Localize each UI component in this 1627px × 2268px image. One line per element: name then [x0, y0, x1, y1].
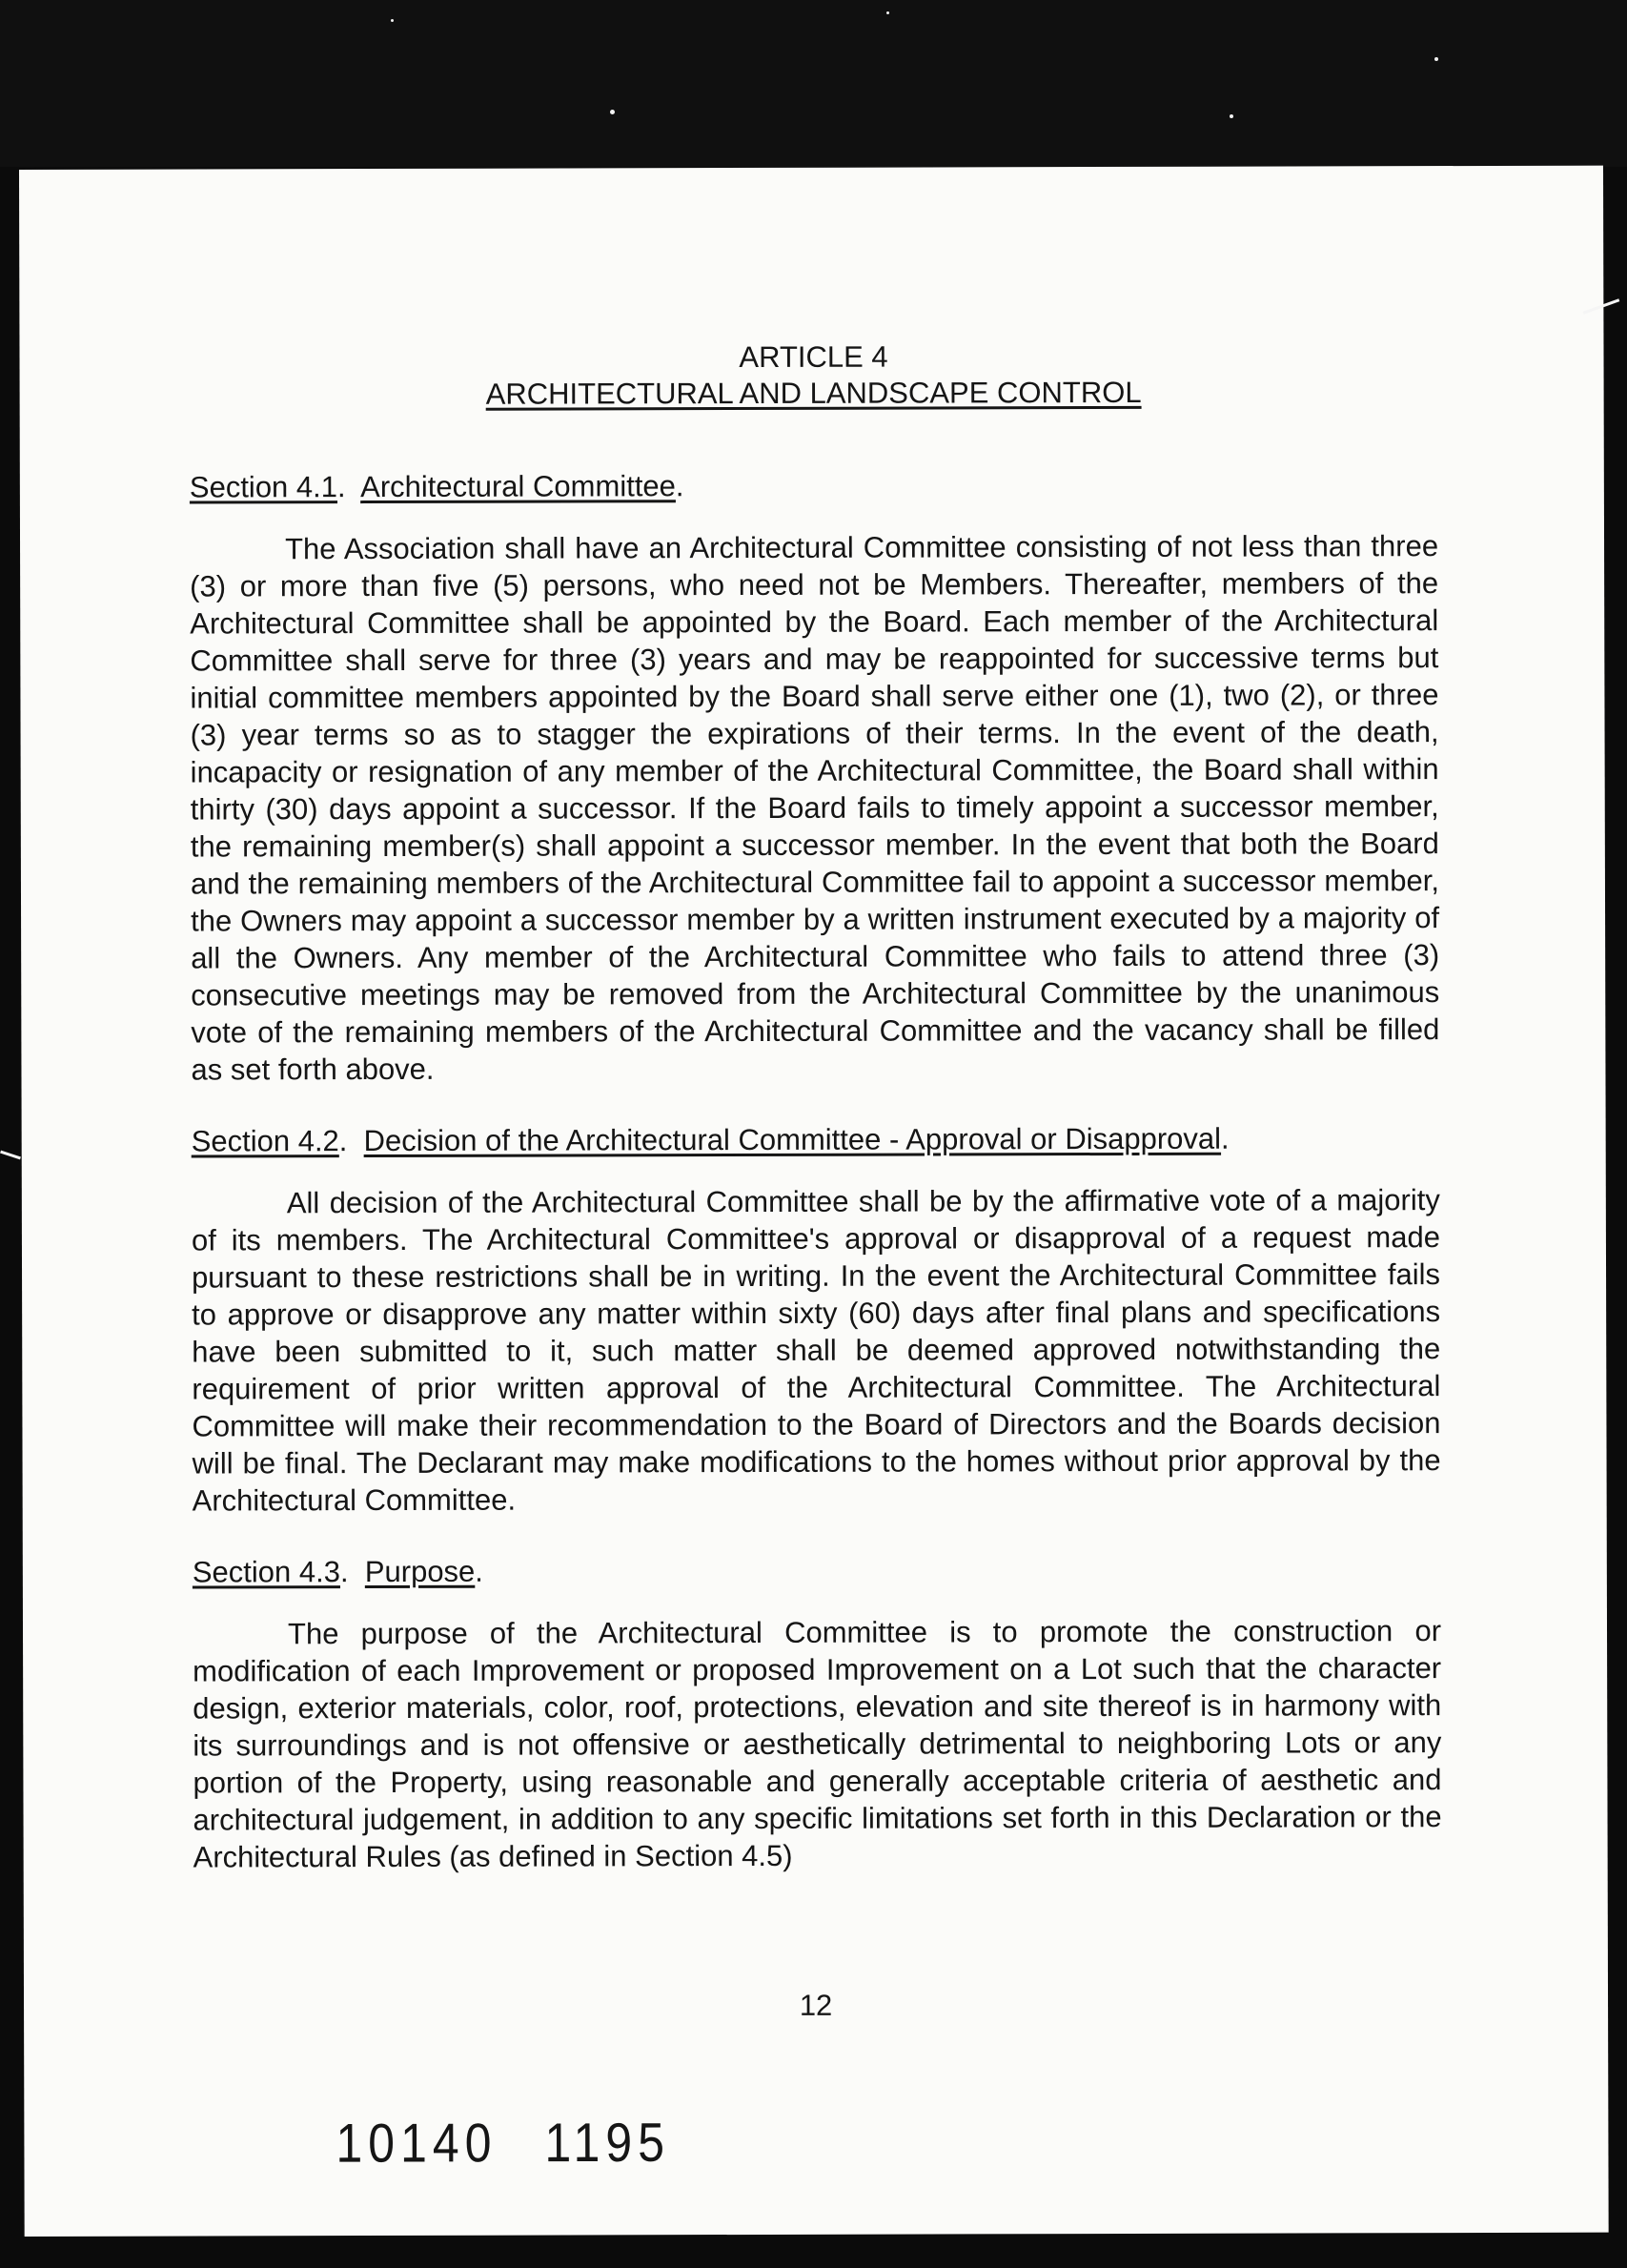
- section-heading: Section 4.2. Decision of the Architectural Committee - Approval or Disapproval.: [191, 1121, 1230, 1158]
- scan-speck: [886, 11, 889, 14]
- page-number: 12: [799, 1988, 833, 2022]
- section-label: Section 4.3: [192, 1555, 341, 1589]
- document-stamp: [336, 2111, 670, 2176]
- section-label: Section 4.2: [191, 1124, 339, 1158]
- section-body: The purpose of the Architectural Committee is to promote the construction or modification of each Improvement or proposed Improvement on a Lot such that the character design, exterior materials, color, roof, protections, elevation and site thereof is in harmony with its surroundings and is not offensive or aesthetically detrimental to neighboring Lots or any portion of the Property, using reasonable and generally acceptable criteria of aesthetic and architectural judgement, in addition to any specific limitations set forth in this Declaration or the Architectural Rules (as defined in Section 4.5): [193, 1614, 1442, 1874]
- article-number: ARTICLE 4: [739, 339, 888, 375]
- article-title: [190, 374, 1438, 413]
- section-label: Section 4.1: [189, 470, 338, 504]
- scan-speck: [1434, 57, 1438, 61]
- section-body: All decision of the Architectural Committee shall be by the affirmative vote of a majority of its members. The Architectural Committee's approval or disapproval of a request made pursuant to these restrictions shall be in writing. In the event the Architectural Committee fails to approve or disapprove any matter within sixty (60) days after final plans and specifications have been submitted to it, such matter shall be deemed approved notwithstanding the requirement of prior written approval of the Architectural Committee. The Architectural Committee will make their recommendation to the Board of Directors and the Boards decision will be final. The Declarant may make modifications to the homes without prior approval by the Architectural Committee.: [191, 1183, 1441, 1518]
- section-title: Architectural Committee: [360, 469, 676, 504]
- scan-speck: [610, 110, 615, 114]
- stamp-number-right: 1195: [544, 2112, 671, 2174]
- scan-border-top: [0, 0, 1627, 167]
- scan-speck: [1230, 114, 1233, 118]
- scan-edge-mark: [0, 1151, 21, 1160]
- section-body: The Association shall have an Architectural Committee consisting of not less than three (3) or more than five (5) persons, who need not be Members. Thereafter, members of the Architectural Committee shall be appointed by the Board. Each member of the Architectural Committee shall serve for three (3) years and may be reappointed for successive terms but initial committee members appointed by the Board shall serve either one (1), two (2), or three (3) year terms so as to stagger the expirations of their terms. In the event of the death, incapacity or resignation of any member of the Architectural Committee, the Board shall within thirty (30) days appoint a successor. If the Board fails to timely appoint a successor member, the remaining member(s) shall appoint a successor member. In the event that both the Board and the remaining members of the Architectural Committee fail to appoint a successor member, the Owners may appoint a successor member by a written instrument executed by a majority of all the Owners. Any member of the Architectural Committee who fails to attend three (3) consecutive meetings may be removed from the Architectural Committee by the unanimous vote of the remaining members of the Architectural Committee and the vacancy shall be filled as set forth above.: [190, 529, 1440, 1087]
- section-title: Decision of the Architectural Committee - Approval or Disapproval: [363, 1121, 1222, 1158]
- section-heading: Section 4.1. Architectural Committee.: [189, 469, 684, 504]
- section-heading: Section 4.3. Purpose.: [192, 1554, 483, 1589]
- section-title: Purpose: [364, 1554, 476, 1589]
- scan-speck: [391, 19, 394, 22]
- article-title-text: ARCHITECTURAL AND LANDSCAPE CONTROL: [485, 375, 1142, 411]
- document-content: [189, 337, 1441, 1875]
- stamp-number-left: 10140: [336, 2112, 498, 2175]
- document-page: [19, 166, 1609, 2237]
